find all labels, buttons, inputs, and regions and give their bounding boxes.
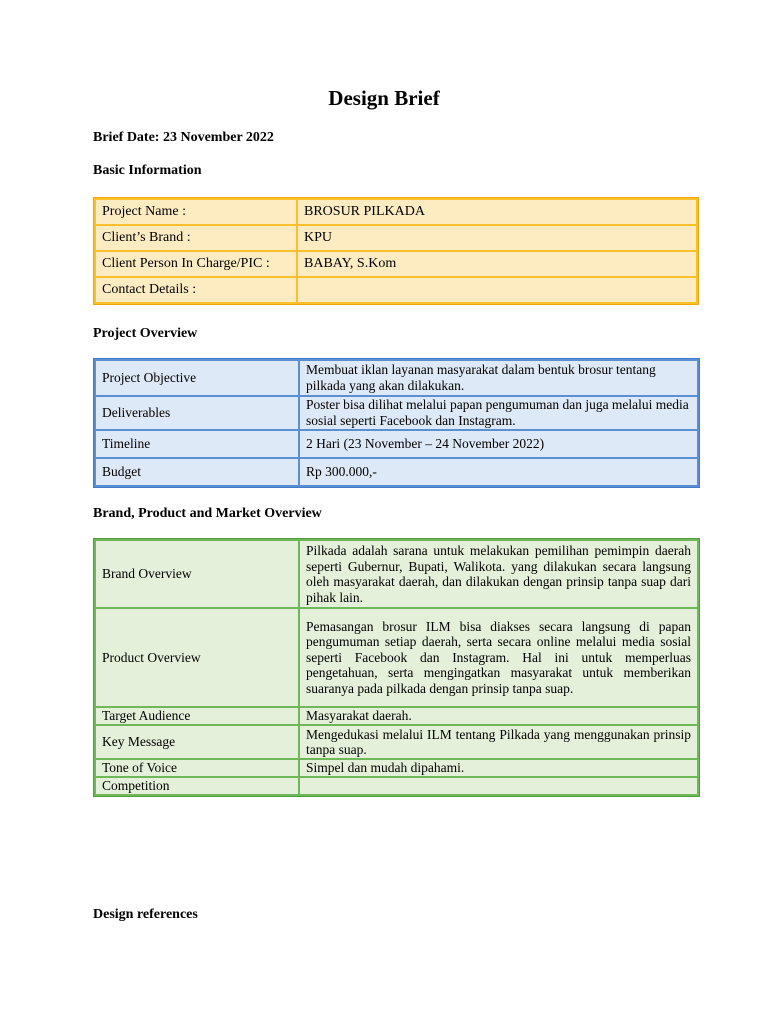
brief-date: Brief Date: 23 November 2022 [93,130,274,145]
label-cell: Project Objective [96,361,298,395]
value-cell: Simpel dan mudah dipahami. [300,760,697,776]
table-row [96,459,697,485]
value-cell: Pilkada adalah sarana untuk melakukan pemilihan pemimpin daerah seperti Gubernur, Bupati, Walikota. yang dilakukan secara langsung oleh masyarakat daerah, dan dilakukan dengan prinsip tanpa suap dari pihak lain. [300,541,697,607]
table-row [96,278,696,302]
table-row [96,200,696,224]
value-cell: Masyarakat daerah. [300,708,697,724]
label-cell: Brand Overview [96,541,298,607]
table-row [96,252,696,276]
document-title: Design Brief [328,86,440,110]
value-cell: Rp 300.000,- [300,459,697,485]
value-cell: KPU [298,226,696,250]
table-row [96,778,697,794]
label-cell: Client’s Brand : [96,226,296,250]
value-cell: BROSUR PILKADA [298,200,696,224]
section-brand-product-market: Brand, Product and Market Overview [93,506,322,521]
table-row [96,726,697,758]
table-row [96,226,696,250]
label-cell: Timeline [96,431,298,457]
table-row [96,431,697,457]
table-row [96,609,697,706]
table-row [96,760,697,776]
table-row [96,397,697,429]
section-project-overview: Project Overview [93,326,198,341]
value-cell: Mengedukasi melalui ILM tentang Pilkada yang menggunakan prinsip tanpa suap. [300,726,697,758]
label-cell: Competition [96,778,298,794]
label-cell: Client Person In Charge/PIC : [96,252,296,276]
value-cell: 2 Hari (23 November – 24 November 2022) [300,431,697,457]
label-cell: Key Message [96,726,298,758]
section-basic-information: Basic Information [93,163,202,178]
label-cell: Contact Details : [96,278,296,302]
table-row [96,541,697,607]
label-cell: Budget [96,459,298,485]
project-overview-table [93,358,700,488]
value-cell: BABAY, S.Kom [298,252,696,276]
value-cell [300,778,697,794]
value-cell: Poster bisa dilihat melalui papan pengumuman dan juga melalui media sosial seperti Facebook dan Instagram. [300,397,697,429]
label-cell: Tone of Voice [96,760,298,776]
table-row [96,708,697,724]
value-cell: Membuat iklan layanan masyarakat dalam bentuk brosur tentang pilkada yang akan dilakukan. [300,361,697,395]
label-cell: Deliverables [96,397,298,429]
section-design-references: Design references [93,907,198,922]
table-row [96,361,697,395]
value-cell: Pemasangan brosur ILM bisa diakses secara langsung di papan pengumuman setiap daerah, serta secara online melalui media sosial seperti Facebook dan Instagram. Hal ini untuk memperluas pengetahuan, serta mengingatkan masyarakat untuk memberikan suaranya pada pilkada dengan prinsip tanpa suap. [300,609,697,706]
basic-information-table [93,197,699,305]
value-cell [298,278,696,302]
brand-overview-table [93,538,700,797]
label-cell: Product Overview [96,609,298,706]
label-cell: Target Audience [96,708,298,724]
label-cell: Project Name : [96,200,296,224]
